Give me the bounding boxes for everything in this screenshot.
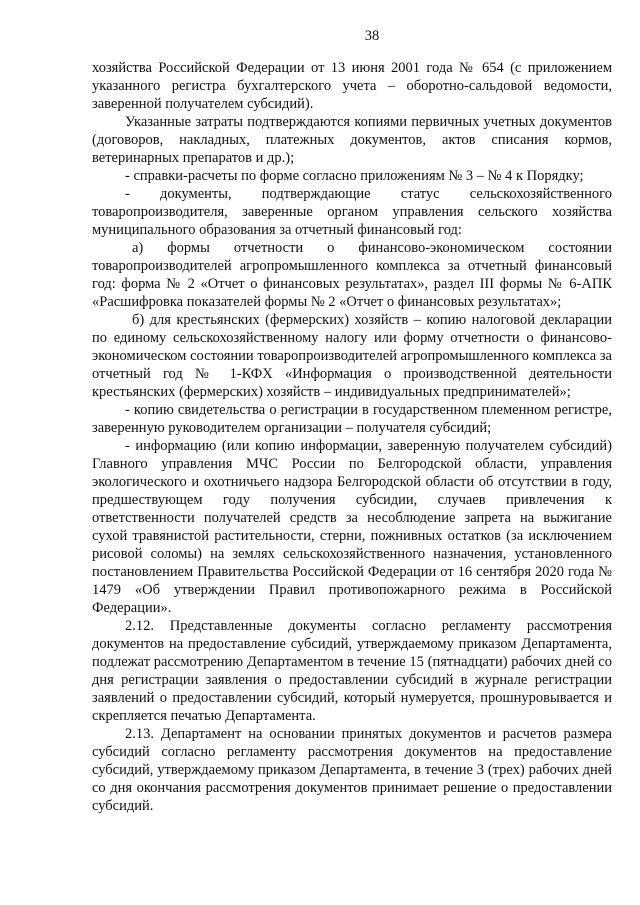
paragraph-10: 2.13. Департамент на основании принятых документов и расчетов размера субсидий согласно регламенту рассмотрения документов на предоставление субсидий, утверждаемому приказом Департамента, в течение 3 (трех) рабочих дней со дня окончания рассмотрения документов принимает решение о предоставлении субсидий. bbox=[92, 726, 612, 814]
page-number: 38 bbox=[364, 28, 380, 44]
paragraph-1: хозяйства Российской Федерации от 13 июня 2001 года № 654 (с приложением указанного регистра бухгалтерского учета – оборотно-сальдовой ведомости, заверенной получателем субсидий). bbox=[92, 60, 612, 112]
paragraph-9: 2.12. Представленные документы согласно регламенту рассмотрения документов на предоставление субсидий, утверждаемому приказом Департамента, подлежат рассмотрению Департаментом в течение 15 (пятнадцати) рабочих дней со дня регистрации заявления о предоставлении субсидий в журнале регистрации заявлений о предоставлении субсидий, который нумеруется, прошнуровывается и скрепляется печатью Департамента. bbox=[92, 618, 612, 724]
paragraph-6: б) для крестьянских (фермерских) хозяйств – копию налоговой декларации по единому сельскохозяйственному налогу или форму отчетности о финансово-экономическом состоянии товаропроизводителей агропромышленного комплекса за отчетный год № 1-КФХ «Информация о производственной деятельности крестьянских (фермерских) хозяйств – индивидуальных предпринимателей»; bbox=[92, 312, 612, 400]
paragraph-8: - информацию (или копию информации, заверенную получателем субсидий) Главного управления МЧС России по Белгородской области, управления экологического и охотничьего надзора Белгородской области об отсутствии в году, предшествующем году получения субсидии, случаев привлечения к ответственности получателей средств за несоблюдение запрета на выжигание сухой травянистой растительности, стерни, пожнивных остатков (за исключением рисовой соломы) на землях сельскохозяйственного назначения, установленного постановлением Правительства Российской Федерации от 16 сентября 2020 года № 1479 «Об утверждении Правил противопожарного режима в Российской Федерации». bbox=[92, 438, 612, 616]
paragraph-5: а) формы отчетности о финансово-экономическом состоянии товаропроизводителей агропромышленного комплекса за отчетный финансовый год: форма № 2 «Отчет о финансовых результатах», раздел III формы № 6-АПК «Расшифровка показателей формы № 2 «Отчет о финансовых результатах»; bbox=[92, 240, 612, 310]
paragraph-2: Указанные затраты подтверждаются копиями первичных учетных документов (договоров, накладных, платежных документов, актов списания кормов, ветеринарных препаратов и др.); bbox=[92, 114, 612, 166]
paragraph-4: - документы, подтверждающие статус сельскохозяйственного товаропроизводителя, заверенные органом управления сельского хозяйства муниципального образования за отчетный финансовый год: bbox=[92, 186, 612, 238]
paragraph-3: - справки-расчеты по форме согласно приложениям № 3 – № 4 к Порядку; bbox=[125, 168, 584, 184]
paragraph-7: - копию свидетельства о регистрации в государственном племенном регистре, заверенную руководителем организации – получателя субсидий; bbox=[92, 402, 612, 436]
